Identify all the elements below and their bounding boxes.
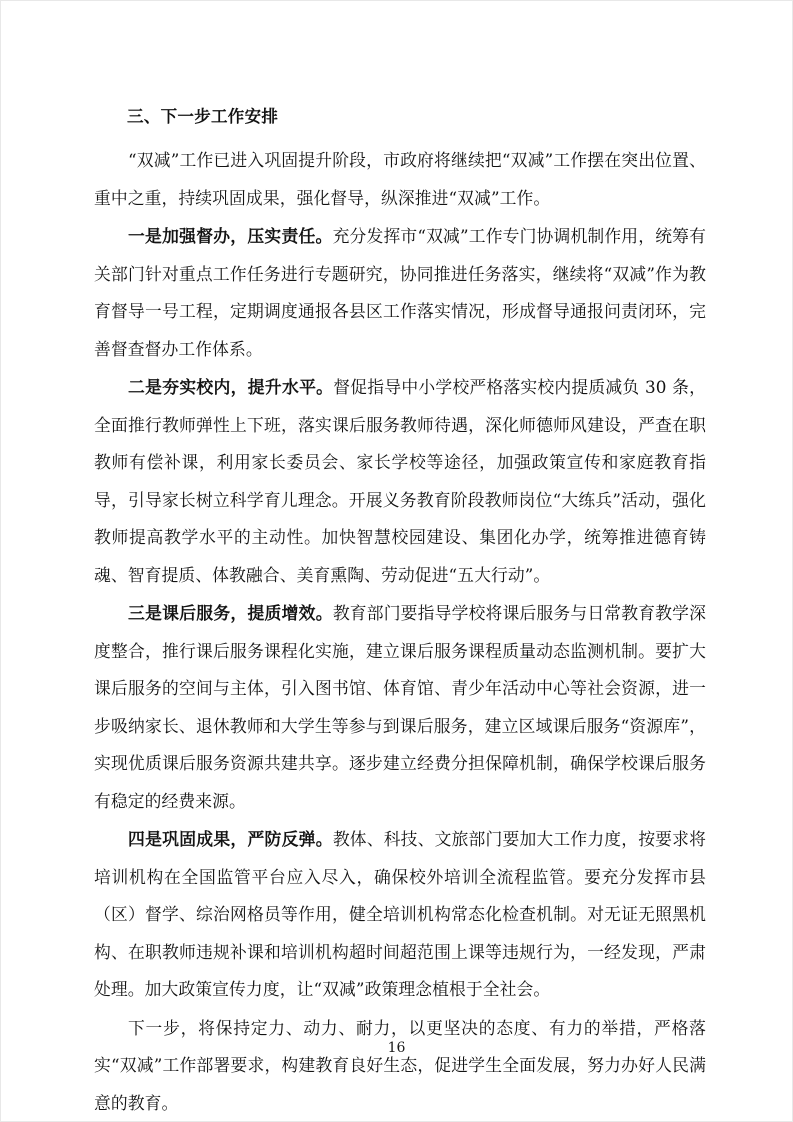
paragraph-text: 督促指导中小学校严格落实校内提质减负 30 条，全面推行教师弹性上下班，落实课后服务教师待遇，深化师德师风建设，严查在职教师有偿补课，利用家长委员会、家长学校等途径，加强政策宣传和家庭教育指导，引导家长树立科学育儿理念。开展义务教育阶段教师岗位“大练兵”活动，强化教师提高教学水平的主动性。加快智慧校园建设、集团化办学，统筹推进德育铸魂、智育提质、体教融合、美育熏陶、劳动促进“五大行动”。 [94,377,706,585]
paragraph-intro [94,142,706,217]
paragraph-item-1 [94,218,706,368]
document-body [94,104,706,1122]
paragraph-lead: 一是加强督办，压实责任。 [128,226,333,247]
page-number: 16 [387,1040,406,1056]
paragraph-lead: 二是夯实校内，提升水平。 [128,377,334,398]
paragraph-text: 教育部门要指导学校将课后服务与日常教育教学深度整合，推行课后服务课程化实施，建立课后服务课程质量动态监测机制。要扩大课后服务的空间与主体，引入图书馆、体育馆、青少年活动中心等社会资源，进一步吸纳家长、退休教师和大学生等参与到课后服务，建立区域课后服务“资源库”，实现优质课后服务资源共建共享。逐步建立经费分担保障机制，确保学校课后服务有稳定的经费来源。 [94,603,707,811]
paragraph-closing [94,1010,706,1122]
paragraph-item-4 [94,821,706,1009]
section-heading: 三、下一步工作安排 [127,107,279,126]
paragraph-item-2 [94,369,706,594]
paragraph-text: 充分发挥市“双减”工作专门协调机制作用，统筹有关部门针对重点工作任务进行专题研究，协同推进任务落实，继续将“双减”作为教育督导一号工程，定期调度通报各县区工作落实情况，形成督导通报问责闭环，完善督查督办工作体系。 [94,226,706,359]
paragraph-lead: 四是巩固成果，严防反弹。 [128,829,333,850]
paragraph-text: 教体、科技、文旅部门要加大工作力度，按要求将培训机构在全国监管平台应入尽入，确保校外培训全流程监管。要充分发挥市县（区）督学、综治网格员等作用，健全培训机构常态化检查机制。对无证无照黑机构、在职教师违规补课和培训机构超时间超范围上课等违规行为，一经发现，严肃处理。加大政策宣传力度，让“双减”政策理念植根于全社会。 [94,829,707,1000]
paragraph-item-3 [94,595,706,820]
paragraph-text: 下一步，将保持定力、动力、耐力，以更坚决的态度、有力的举措，严格落实“双减”工作部署要求，构建教育良好生态，促进学生全面发展，努力办好人民满意的教育。 [94,1017,706,1113]
paragraph-text: “双减”工作已进入巩固提升阶段，市政府将继续把“双减”工作摆在突出位置、重中之重，持续巩固成果，强化督导，纵深推进“双减”工作。 [94,150,706,208]
paragraph-lead: 三是课后服务，提质增效。 [128,603,333,624]
